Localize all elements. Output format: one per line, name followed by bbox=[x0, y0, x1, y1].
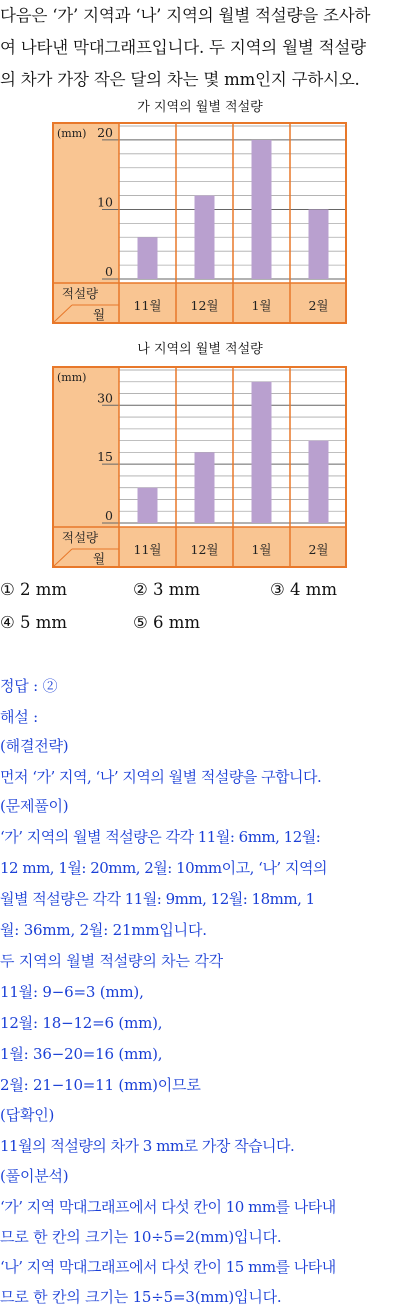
bar-3 bbox=[252, 140, 272, 279]
bar-1 bbox=[138, 488, 158, 523]
explanation-line: 므로 한 칸의 크기는 10÷5=2(mm)입니다. bbox=[0, 1228, 282, 1246]
explanation-line: 12 mm, 1월: 20mm, 2월: 10mm이고, ‘나’ 지역의 bbox=[0, 859, 327, 877]
choice-3[interactable]: ③ 4 mm bbox=[270, 580, 338, 599]
question-line-2: 여 나타낸 막대그래프입니다. 두 지역의 월별 적설량 bbox=[0, 38, 366, 57]
explanation-line: 12월: 18−12=6 (mm), bbox=[0, 1014, 163, 1032]
section-solution: (문제풀이) bbox=[0, 797, 69, 815]
choice-2[interactable]: ② 3 mm bbox=[133, 580, 201, 599]
y-tick-label: 0 bbox=[105, 264, 113, 279]
chart-svg bbox=[52, 122, 347, 324]
x-tick-label: 11월 bbox=[133, 542, 162, 557]
y-tick-label: 30 bbox=[97, 390, 113, 406]
choice-4[interactable]: ④ 5 mm bbox=[0, 613, 68, 632]
corner-label-top: 적설량 bbox=[61, 530, 99, 545]
corner-label-top: 적설량 bbox=[61, 286, 99, 301]
chart-svg bbox=[52, 366, 347, 568]
explanation-line: 월별 적설량은 각각 11월: 9mm, 12월: 18mm, 1 bbox=[0, 890, 315, 908]
answer-line: 정답 : ② bbox=[0, 677, 58, 695]
bar-1 bbox=[138, 237, 158, 279]
explanation-line: 두 지역의 월별 적설량의 차는 각각 bbox=[0, 952, 223, 970]
question-line-1: 다음은 ‘가’ 지역과 ‘나’ 지역의 월별 적설량을 조사하 bbox=[0, 6, 371, 25]
x-tick-label: 11월 bbox=[133, 298, 162, 313]
corner-label-bottom: 월 bbox=[92, 307, 106, 322]
bar-chart-ga bbox=[52, 122, 347, 324]
section-analysis: (풀이분석) bbox=[0, 1167, 69, 1185]
bar-4 bbox=[309, 209, 329, 279]
explanation-line: 므로 한 칸의 크기는 15÷5=3(mm)입니다. bbox=[0, 1288, 282, 1306]
bar-4 bbox=[309, 441, 329, 523]
y-tick-label: 15 bbox=[97, 449, 113, 465]
explanation-line: 2월: 21−10=11 (mm)이므로 bbox=[0, 1076, 201, 1094]
x-tick-label: 1월 bbox=[251, 298, 272, 313]
x-tick-label: 2월 bbox=[308, 298, 329, 313]
section-check: (답확인) bbox=[0, 1106, 55, 1124]
x-tick-label: 1월 bbox=[251, 542, 272, 557]
bar-3 bbox=[252, 382, 272, 523]
bar-2 bbox=[195, 452, 215, 523]
section-strategy: (해결전략) bbox=[0, 737, 69, 755]
chart-title-ga: 가 지역의 월별 적설량 bbox=[137, 100, 263, 115]
choice-5[interactable]: ⑤ 6 mm bbox=[133, 613, 201, 632]
question-line-3: 의 차가 가장 작은 달의 차는 몇 mm인지 구하시오. bbox=[0, 70, 360, 89]
explanation-line: ‘가’ 지역 막대그래프에서 다섯 칸이 10 mm를 나타내 bbox=[0, 1198, 336, 1216]
explanation-line: 1월: 36−20=16 (mm), bbox=[0, 1045, 163, 1063]
explanation-line: 11월의 적설량의 차가 3 mm로 가장 작습니다. bbox=[0, 1137, 295, 1155]
corner-label-bottom: 월 bbox=[92, 551, 106, 566]
explanation-line: ‘나’ 지역 막대그래프에서 다섯 칸이 15 mm를 나타내 bbox=[0, 1258, 336, 1276]
bar-2 bbox=[195, 196, 215, 279]
bar-chart-na bbox=[52, 366, 347, 568]
x-tick-label: 12월 bbox=[190, 542, 219, 557]
explanation-line: 월: 36mm, 2월: 21mm입니다. bbox=[0, 921, 207, 939]
explanation-line: ‘가’ 지역의 월별 적설량은 각각 11월: 6mm, 12월: bbox=[0, 828, 321, 846]
x-tick-label: 2월 bbox=[308, 542, 329, 557]
y-axis-unit-label: (mm) bbox=[57, 127, 87, 140]
explanation-line: 11월: 9−6=3 (mm), bbox=[0, 983, 144, 1001]
chart-title-na: 나 지역의 월별 적설량 bbox=[137, 342, 263, 357]
x-tick-label: 12월 bbox=[190, 298, 219, 313]
choice-1[interactable]: ① 2 mm bbox=[0, 580, 68, 599]
explanation-line: 먼저 ‘가’ 지역, ‘나’ 지역의 월별 적설량을 구합니다. bbox=[0, 768, 322, 786]
explanation-heading: 해설 : bbox=[0, 708, 39, 726]
y-tick-label: 20 bbox=[97, 124, 113, 140]
y-tick-label: 10 bbox=[97, 194, 113, 210]
y-axis-unit-label: (mm) bbox=[57, 371, 87, 384]
y-tick-label: 0 bbox=[105, 508, 113, 523]
